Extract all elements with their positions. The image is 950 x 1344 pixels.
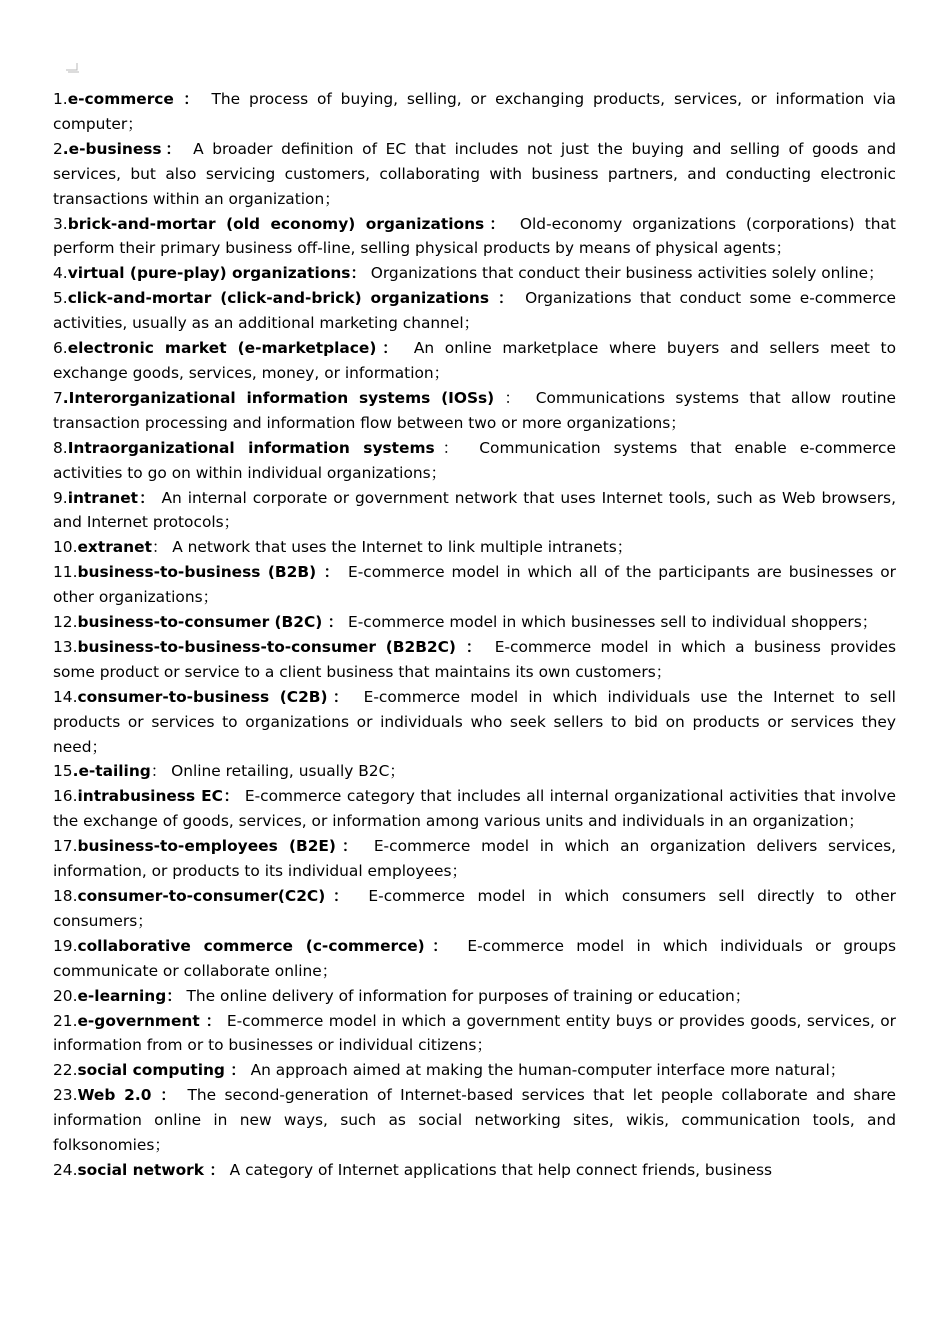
entry-definition: An online marketplace where buyers and sellers meet to exchange goods, services, money, or information；	[53, 339, 896, 382]
entry-separator: ：	[325, 887, 356, 905]
entry-number: 21.	[53, 1011, 78, 1030]
glossary-document	[53, 87, 896, 1183]
entry-definition: The second-generation of Internet-based services that let people collaborate and share information online in new ways, such as social networking sites, wikis, communication tools, and folksonomies；	[53, 1086, 896, 1155]
entry-separator: ：	[424, 936, 456, 955]
entry-separator: ：	[494, 388, 526, 407]
entry-term: e-government	[77, 1011, 200, 1030]
glossary-entry	[53, 436, 896, 486]
entry-term: .e-business	[62, 139, 162, 158]
entry-separator: ：	[455, 637, 486, 656]
entry-definition: Online retailing, usually B2C；	[171, 762, 405, 781]
entry-number: 16.	[53, 787, 78, 806]
entry-number: 17.	[53, 837, 78, 856]
entry-definition: An internal corporate or government network that uses Internet tools, such as Web browsers, and Internet protocols；	[53, 488, 896, 532]
entry-number: 8.	[53, 438, 68, 457]
entry-term: business-to-business (B2B)	[77, 563, 317, 582]
entry-number: 4.	[53, 264, 68, 283]
entry-number: 2	[53, 139, 63, 158]
glossary-entry	[53, 1158, 896, 1183]
entry-separator: ：	[151, 538, 168, 557]
entry-separator: ：	[434, 438, 467, 457]
glossary-entry	[53, 486, 896, 536]
entry-term: e-learning	[77, 986, 167, 1005]
entry-separator: ：	[222, 787, 240, 806]
entry-definition: E-commerce model in which individuals or groups communicate or collaborate online；	[53, 936, 896, 980]
entry-term: brick-and-mortar (old economy) organizations	[67, 214, 485, 233]
entry-definition: E-commerce model in which consumers sell directly to other consumers；	[53, 887, 896, 930]
glossary-entry	[53, 535, 896, 560]
entry-separator: ：	[199, 1011, 222, 1030]
glossary-entry	[53, 1009, 896, 1059]
entry-definition: E-commerce model in which individuals use the Internet to sell products or services to organizations or individuals who seek sellers to bid on products or services they need；	[53, 687, 896, 756]
entry-definition: Communications systems that allow routine transaction processing and information flow between two or more organizations；	[53, 388, 896, 432]
entry-definition: E-commerce model in which businesses sell to individual shoppers；	[347, 613, 878, 632]
entry-term: business-to-employees (B2E)	[77, 837, 336, 856]
entry-number: 7	[53, 388, 63, 407]
glossary-entry	[53, 1058, 896, 1083]
entry-term: intranet	[67, 488, 139, 507]
entry-definition: E-commerce model in which a business provides some product or service to a client business that maintains its own customers；	[53, 637, 896, 681]
entry-number: 11.	[53, 563, 78, 582]
entry-definition: Old-economy organizations (corporations) that perform their primary business off-line, selling physical products by means of physical agents；	[53, 214, 896, 258]
entry-number: 13.	[53, 637, 78, 656]
glossary-entry	[53, 212, 896, 262]
glossary-entry	[53, 759, 896, 784]
entry-number: 19.	[53, 936, 78, 955]
entry-number: 24.	[53, 1160, 78, 1179]
entry-term: Intraorganizational information systems	[67, 438, 435, 457]
glossary-entry	[53, 884, 896, 934]
entry-separator: ：	[151, 1086, 180, 1105]
entry-separator: ：	[327, 687, 354, 706]
glossary-entry	[53, 984, 896, 1009]
glossary-entry	[53, 336, 896, 386]
entry-definition: The online delivery of information for purposes of training or education；	[186, 986, 751, 1005]
entry-separator: ：	[161, 139, 185, 158]
entry-term: business-to-consumer (B2C)	[77, 613, 323, 632]
glossary-entry	[53, 685, 896, 760]
page-corner-mark	[66, 63, 80, 75]
entry-separator: ：	[376, 339, 404, 358]
glossary-entry	[53, 137, 896, 212]
glossary-entry	[53, 784, 896, 834]
entry-definition: E-commerce model in which all of the participants are businesses or other organizations；	[53, 563, 896, 607]
entry-separator: ：	[350, 264, 366, 283]
entry-separator: ：	[204, 1160, 225, 1179]
entry-term: consumer-to-business (C2B)	[77, 687, 328, 706]
entry-term: electronic market (e-marketplace)	[67, 339, 377, 358]
entry-separator: ：	[322, 613, 344, 632]
glossary-entry	[53, 1083, 896, 1158]
entry-number: 5.	[53, 289, 68, 308]
entry-separator: ：	[335, 837, 364, 856]
entry-definition: E-commerce model in which a government entity buys or provides goods, services, or information from or to businesses or individual citizens；	[53, 1011, 896, 1055]
glossary-entry	[53, 286, 896, 336]
entry-term: virtual (pure-play) organizations	[67, 264, 351, 283]
entry-number: 14.	[53, 687, 78, 706]
entry-definition: E-commerce category that includes all internal organizational activities that involve the exchange of goods, services, or information among various units and individuals in an organization；	[53, 787, 896, 831]
entry-number: 1.	[53, 90, 68, 108]
entry-separator: ：	[173, 90, 203, 108]
entry-number: 20.	[53, 986, 78, 1005]
entry-number: 3.	[53, 214, 68, 233]
entry-term: click-and-mortar (click-and-brick) organizations	[67, 289, 489, 308]
entry-definition: The process of buying, selling, or exchanging products, services, or information via computer；	[53, 90, 896, 133]
glossary-entry	[53, 261, 896, 286]
entry-number: 12.	[53, 613, 78, 632]
entry-number: 9.	[53, 488, 68, 507]
glossary-entry	[53, 386, 896, 436]
entry-definition: An approach aimed at making the human-computer interface more natural；	[250, 1061, 846, 1080]
entry-term: e-commerce	[67, 90, 174, 108]
entry-separator: ：	[489, 289, 517, 308]
entry-definition: Communication systems that enable e-commerce activities to go on within individual organizations；	[53, 438, 896, 482]
entry-definition: E-commerce model in which an organization delivers services, information, or products to its individual employees；	[53, 837, 896, 881]
entry-term: Web 2.0	[77, 1086, 152, 1105]
entry-separator: ：	[138, 488, 156, 507]
entry-separator: ：	[484, 214, 510, 233]
glossary-entry	[53, 934, 896, 984]
entry-definition: A network that uses the Internet to link multiple intranets；	[172, 538, 633, 557]
entry-separator: ：	[224, 1061, 246, 1080]
entry-separator: ：	[150, 762, 167, 781]
entry-term: .Interorganizational information systems (IOSs)	[62, 388, 495, 407]
glossary-entry	[53, 635, 896, 685]
entry-term: collaborative commerce (c-commerce)	[77, 936, 425, 955]
entry-number: 6.	[53, 339, 68, 358]
entry-definition: A category of Internet applications that help connect friends, business	[229, 1160, 772, 1179]
entry-term: extranet	[77, 538, 152, 557]
entry-number: 18.	[53, 887, 78, 905]
entry-term: social network	[77, 1160, 205, 1179]
entry-definition: Organizations that conduct some e-commerce activities, usually as an additional marketing channel；	[53, 289, 896, 333]
glossary-entry	[53, 610, 896, 635]
entry-definition: Organizations that conduct their business activities solely online；	[370, 264, 884, 283]
entry-separator: ：	[316, 563, 342, 582]
entry-term: business-to-business-to-consumer (B2B2C)	[77, 637, 456, 656]
entry-term: .e-tailing	[72, 762, 151, 781]
glossary-entry	[53, 87, 896, 137]
entry-term: social computing	[77, 1061, 225, 1080]
entry-number: 15	[53, 762, 73, 781]
entry-number: 23.	[53, 1086, 78, 1105]
entry-term: consumer-to-consumer(C2C)	[77, 887, 326, 905]
entry-definition: A broader definition of EC that includes not just the buying and selling of goods and services, but also servicing customers, collaborating with business partners, and conducting electronic transactions within an organization；	[53, 139, 896, 208]
entry-term: intrabusiness EC	[77, 787, 223, 806]
entry-separator: ：	[166, 986, 182, 1005]
glossary-entry	[53, 560, 896, 610]
entry-number: 22.	[53, 1061, 78, 1080]
entry-number: 10.	[53, 538, 78, 557]
glossary-entry	[53, 834, 896, 884]
